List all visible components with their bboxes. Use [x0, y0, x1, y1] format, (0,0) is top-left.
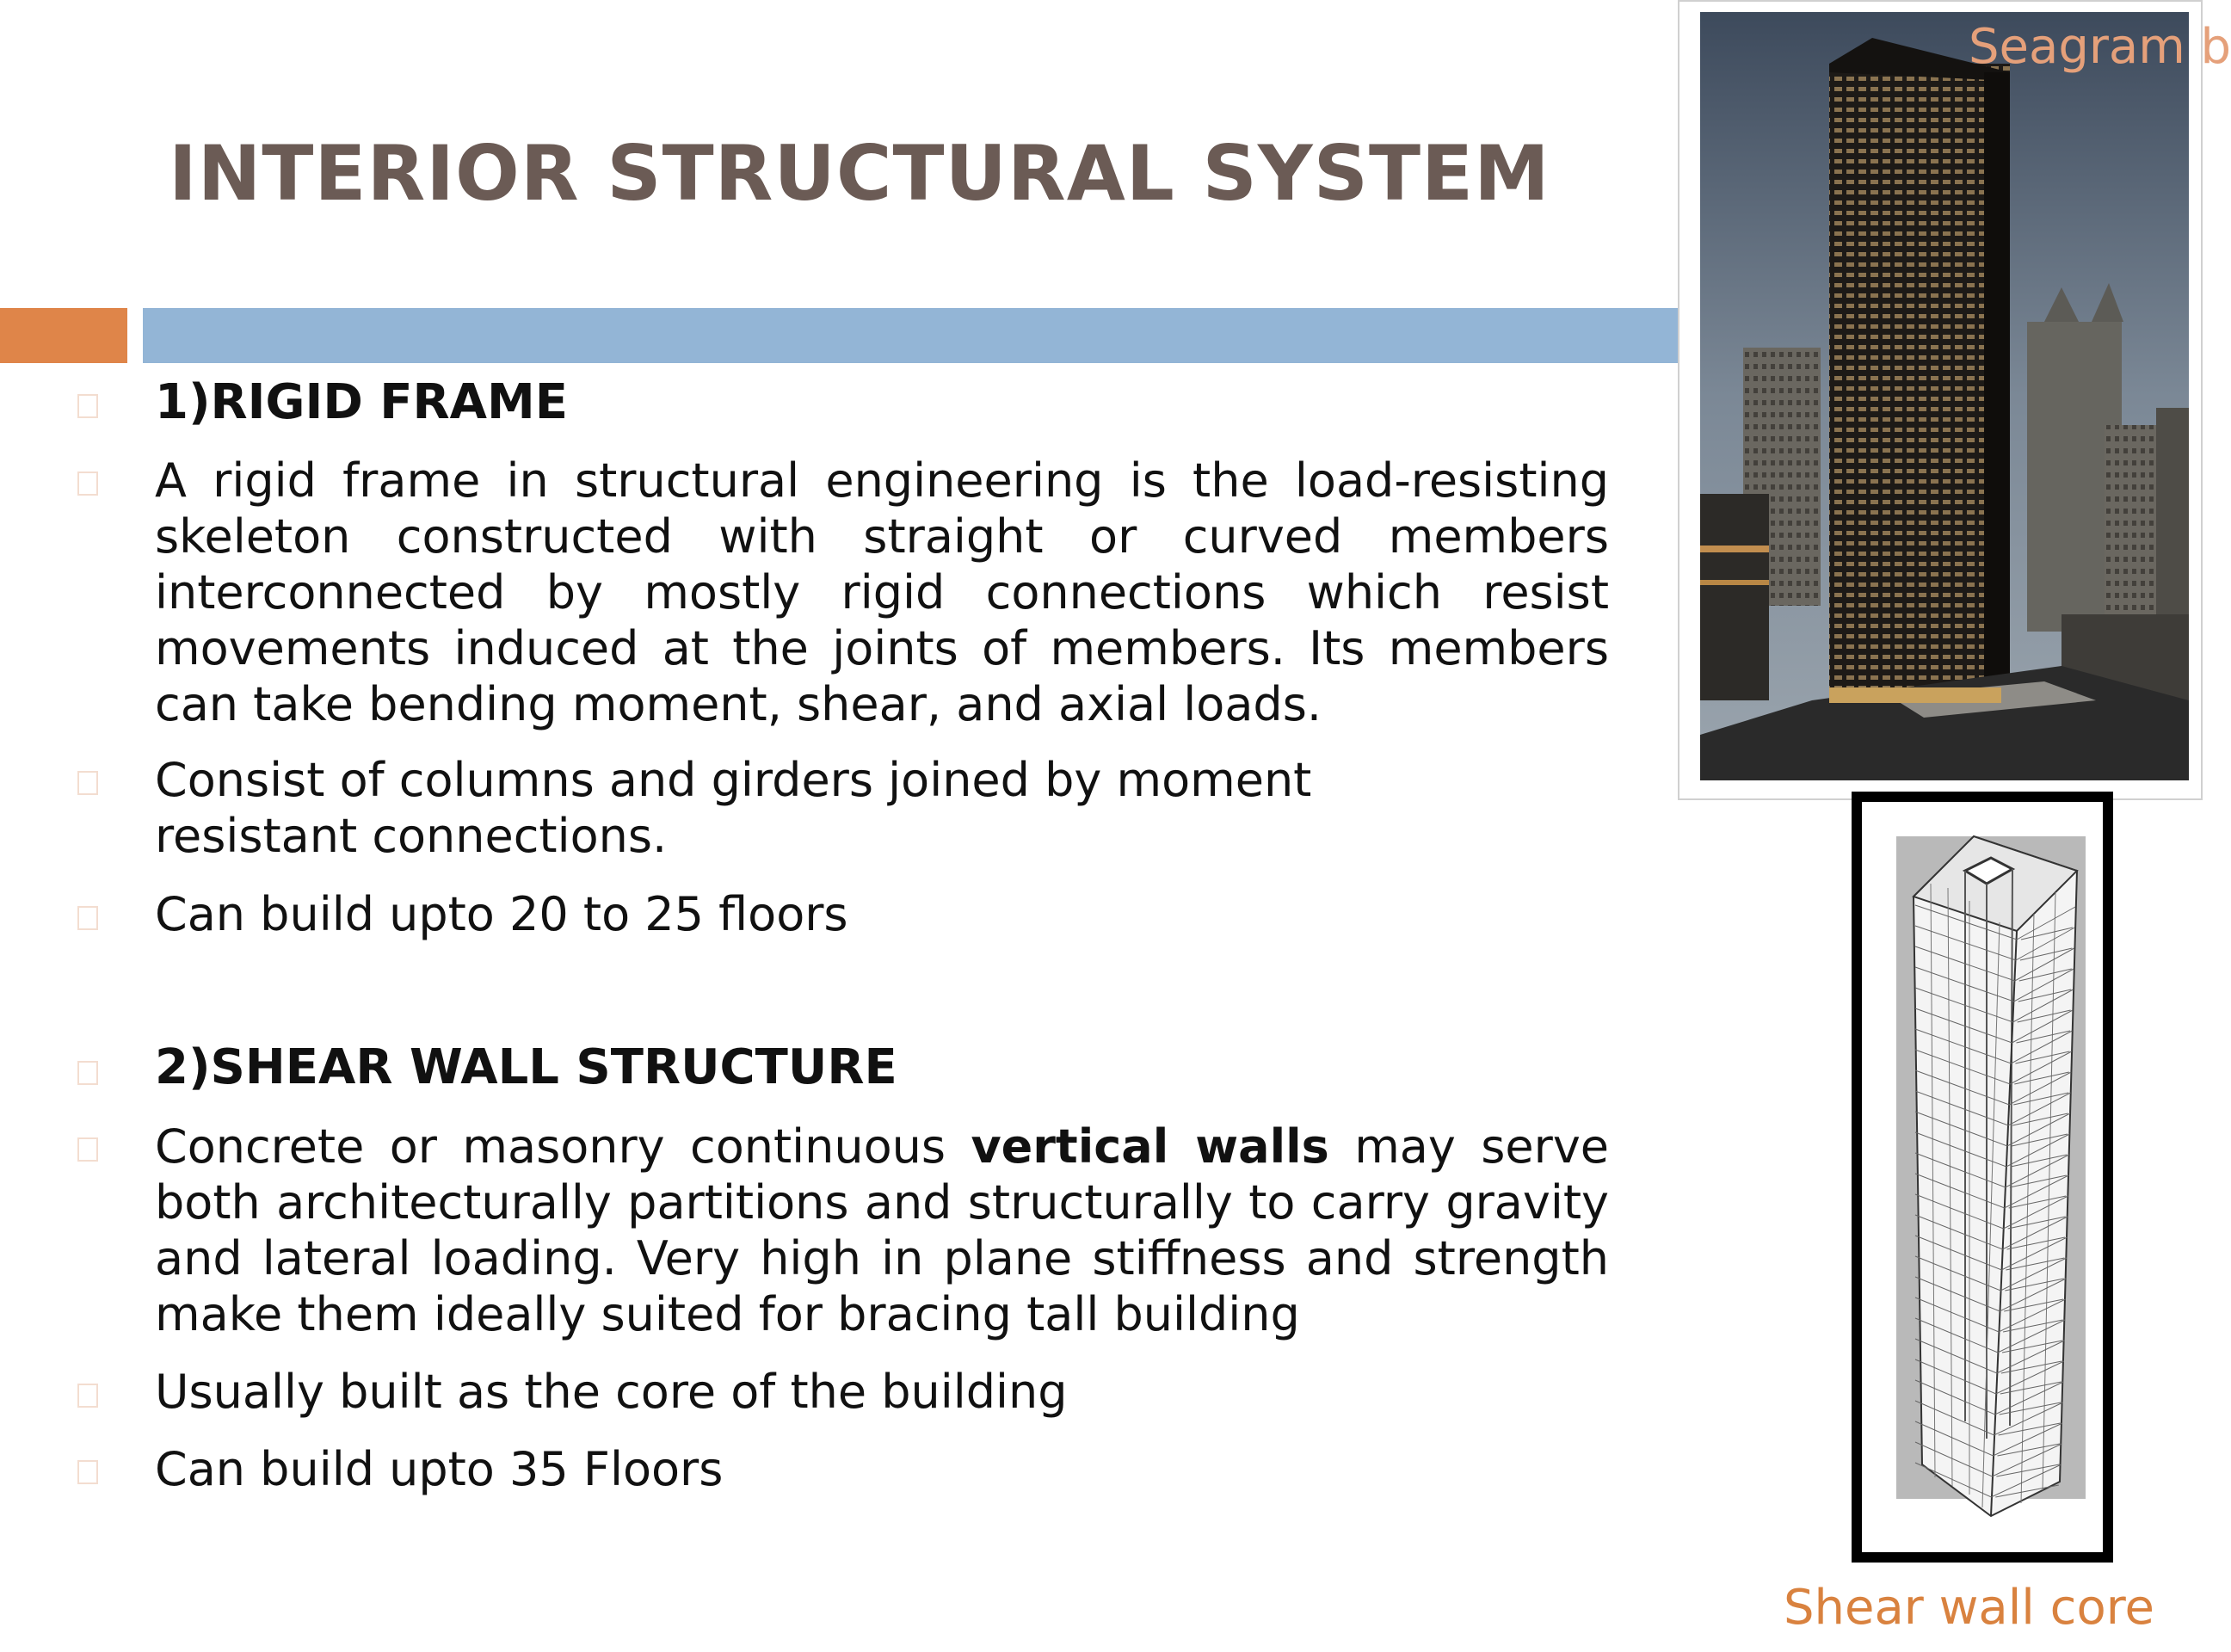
photo-frame — [1678, 0, 2203, 800]
slide-title: INTERIOR STRUCTURAL SYSTEM — [169, 129, 1550, 218]
square-bullet-icon — [77, 1137, 98, 1162]
paragraph-rigid-frame-definition: A rigid frame in structural engineering is the load-resisting skeleton constructed with straight or curved members interconnected by mostly rigid connections which resist movements induced at the joints of members. Its members can take bending moment, shear, and axial loads. — [155, 453, 1609, 731]
square-bullet-icon — [77, 394, 98, 418]
square-bullet-icon — [77, 1061, 98, 1085]
seagram-building-photo — [1700, 12, 2189, 780]
square-bullet-icon — [77, 472, 98, 496]
shear-wall-text-bold: vertical walls — [971, 1119, 1329, 1174]
paragraph-rigid-frame-composition: Consist of columns and girders joined by moment resistant connections. — [155, 753, 1312, 863]
section-heading-rigid-frame: 1)RIGID FRAME — [155, 374, 568, 430]
paragraph-shear-wall-floors: Can build upto 35 Floors — [155, 1442, 724, 1496]
shear-wall-text-start: Concrete or masonry continuous — [155, 1119, 971, 1174]
paragraph-shear-wall-definition — [155, 1119, 1609, 1342]
paragraph-shear-wall-core: Usually built as the core of the building — [155, 1365, 1068, 1419]
paragraph-rigid-frame-floors: Can build upto 20 to 25 floors — [155, 887, 848, 941]
square-bullet-icon — [77, 1384, 98, 1408]
square-bullet-icon — [77, 771, 98, 795]
square-bullet-icon — [77, 1460, 98, 1484]
square-bullet-icon — [77, 906, 98, 930]
diagram-caption: Shear wall core — [1784, 1580, 2154, 1636]
accent-bar-blue — [143, 308, 1679, 363]
section-heading-shear-wall: 2)SHEAR WALL STRUCTURE — [155, 1039, 897, 1095]
accent-bar-orange — [0, 308, 127, 363]
shear-wall-core-diagram — [1852, 792, 2113, 1563]
photo-label: Seagram b — [1969, 19, 2231, 75]
shear-wall-text-end: may serve both architecturally partitions and structurally to carry gravity and lateral loading. Very high in plane stiffness and strength make them ideally suited for bracing tall building — [155, 1119, 1610, 1341]
